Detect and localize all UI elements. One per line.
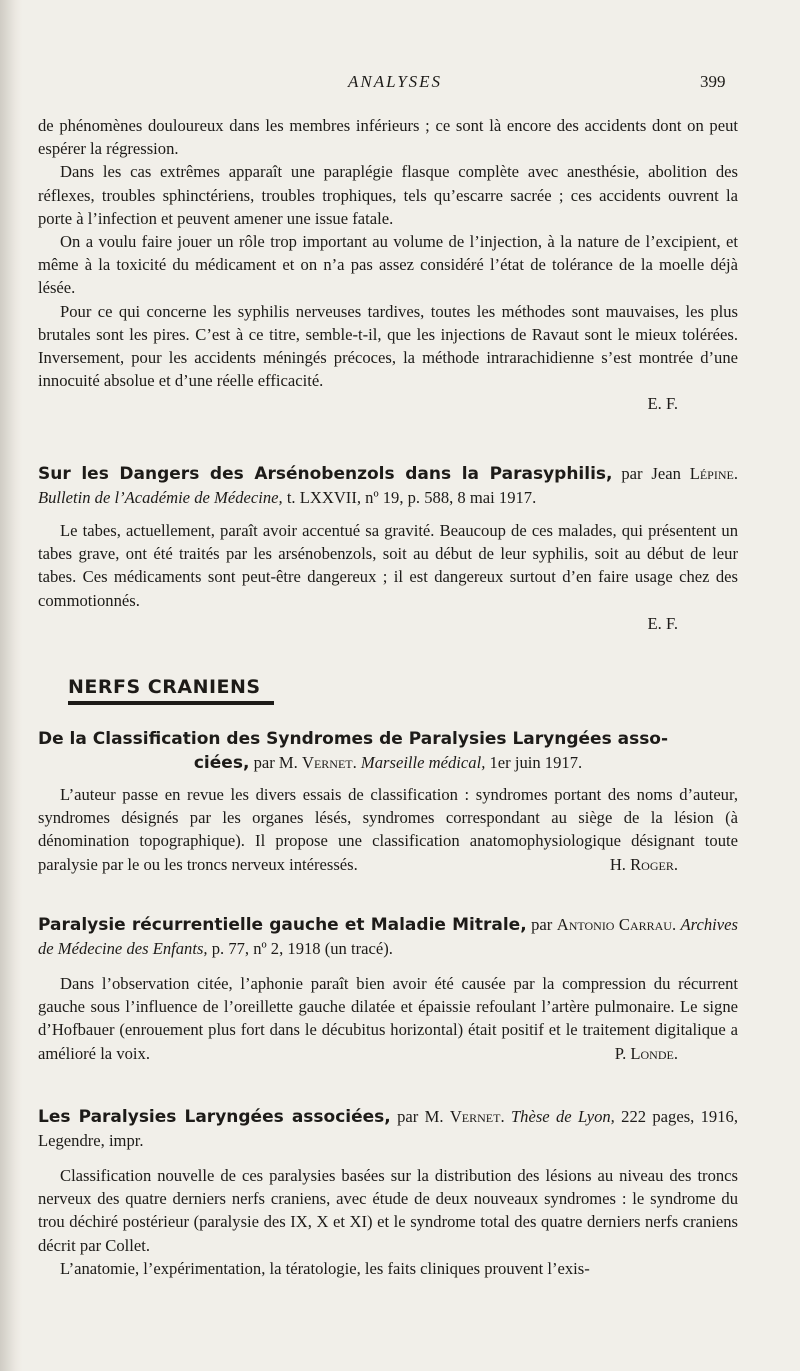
- paragraph: L’auteur passe en revue les divers essais de classification : syndromes portant des noms d’auteur, syndromes désignés par les organes lésés, syndromes correspondant au siège de la lésion (à dénomination topographique). Il propose une classification anatomophysiologique désignant toute paralysie par le ou les troncs nerveux intéressés.: [38, 785, 738, 874]
- paragraph: de phénomènes douloureux dans les membres inférieurs ; ce sont là encore des accidents dont on peut espérer la régression.: [38, 116, 738, 159]
- paragraph: L’anatomie, l’expérimentation, la tératologie, les faits cliniques prouvent l’exis-: [60, 1258, 590, 1278]
- article-journal: Thèse de Lyon,: [510, 1107, 615, 1126]
- article-dangers-arsenobenzols: [38, 462, 738, 635]
- article-heading: [38, 1105, 738, 1152]
- article-title-cont: ciées,: [193, 753, 250, 773]
- signature-text: H. Roger.: [609, 854, 678, 874]
- article-by: par M.: [397, 1107, 444, 1126]
- signature: [38, 612, 738, 635]
- running-head-title: ANALYSES: [347, 72, 443, 91]
- paragraph: Le tabes, actuellement, paraît avoir accentué sa gravité. Beaucoup de ces malades, qui présentent un tabes grave, ont été traités par les arsénobenzols, soit au début de leur syphilis, soit au début de leur tabes. Ces médicaments sont peut-être dangereux ; il est dangereux surtout d’en faire usage chez des commotionnés.: [38, 521, 738, 610]
- article-title: Les Paralysies Laryngées associées,: [38, 1107, 391, 1127]
- article-heading-line2: [38, 751, 738, 775]
- paragraph: Dans l’observation citée, l’aphonie paraît bien avoir été causée par la compression du récurrent gauche sous l’influence de l’oreillette gauche dilatée et épaissie refoulant l’artère pulmonaire. Le signe d’Hofbauer (enrouement plus fort dans le décubitus horizontal) était positif et le traitement digitalique a amélioré la voix.: [38, 974, 738, 1063]
- article-heading: [38, 727, 738, 775]
- article-journal: Marseille médical,: [360, 753, 486, 772]
- article-paralysie-recurrentielle: [38, 913, 738, 1065]
- article-journal: Archives de Médecine des Enfants,: [38, 915, 738, 958]
- article-reference: t. LXXVII, nº 19, p. 588, 8 mai 1917.: [286, 488, 537, 507]
- article-author: Vernet.: [449, 1107, 505, 1126]
- article-author: Lépine.: [689, 464, 738, 483]
- signature-text: P. Londe.: [614, 1043, 678, 1063]
- signature: [38, 392, 738, 415]
- article-classification-syndromes: [38, 727, 738, 876]
- article-paralysies-laryngees: [38, 1105, 738, 1280]
- opening-text: [38, 114, 738, 416]
- article-title: Sur les Dangers des Arsénobenzols dans la Parasyphilis,: [38, 464, 613, 484]
- article-by: par: [621, 464, 643, 483]
- article-heading: [38, 462, 738, 509]
- paragraph: Dans les cas extrêmes apparaît une paraplégie flasque complète avec anesthésie, abolition des réflexes, troubles sphinctériens, troubles trophiques, tels qu’escarre sacrée ; ces accidents ouvrent la porte à l’infection et peuvent amener une issue fatale.: [38, 162, 738, 228]
- section-title: NERFS CRANIENS: [68, 676, 261, 698]
- article-title: Paralysie récurrentielle gauche et Maladie Mitrale,: [38, 915, 527, 935]
- article-journal: Bulletin de l’Académie de Médecine,: [38, 488, 283, 507]
- paragraph: Classification nouvelle de ces paralysies basées sur la distribution des lésions au niveau des troncs nerveux des quatre derniers nerfs craniens, avec étude de deux nouveaux syndromes : le syndrome du trou déchiré postérieur (paralysie des IX, X et XI) et le syndrome total des quatre derniers nerfs craniens décrit par Collet.: [38, 1166, 738, 1255]
- article-author-first: Jean: [651, 464, 681, 483]
- article-author: Antonio Carrau.: [556, 915, 677, 934]
- running-head: [0, 72, 800, 98]
- section-underline: [68, 701, 274, 705]
- paragraph: On a voulu faire jouer un rôle trop important au volume de l’injection, à la nature de l’excipient, et même à la toxicité du médicament et on n’a pas assez considéré l’état de tolérance de la moelle déjà lésée.: [38, 232, 738, 298]
- article-heading: [38, 913, 738, 960]
- article-author: Vernet.: [301, 753, 357, 772]
- paragraph: Pour ce qui concerne les syphilis nerveuses tardives, toutes les méthodes sont mauvaises, les plus brutales sont les pires. C’est à ce titre, semble-t-il, que les injections de Ravaut sont le mieux tolérées. Inversement, pour les accidents méningés précoces, la méthode intrarachidienne s’est montrée d’une innocuité absolue et d’une réelle efficacité.: [38, 301, 738, 391]
- article-reference: p. 77, nº 2, 1918 (un tracé).: [211, 939, 393, 958]
- article-reference: 222 pages, 1916, Legendre, impr.: [38, 1107, 738, 1150]
- article-by: par M.: [253, 753, 298, 772]
- article-date: 1er juin 1917.: [489, 753, 583, 772]
- article-title: De la Classification des Syndromes de Paralysies Laryngées asso-: [38, 729, 669, 749]
- binding-shadow: [0, 0, 22, 1371]
- article-by: par: [531, 915, 553, 934]
- page-number: 399: [700, 72, 726, 91]
- signature-text: E. F.: [647, 394, 678, 414]
- signature-text: E. F.: [647, 613, 678, 633]
